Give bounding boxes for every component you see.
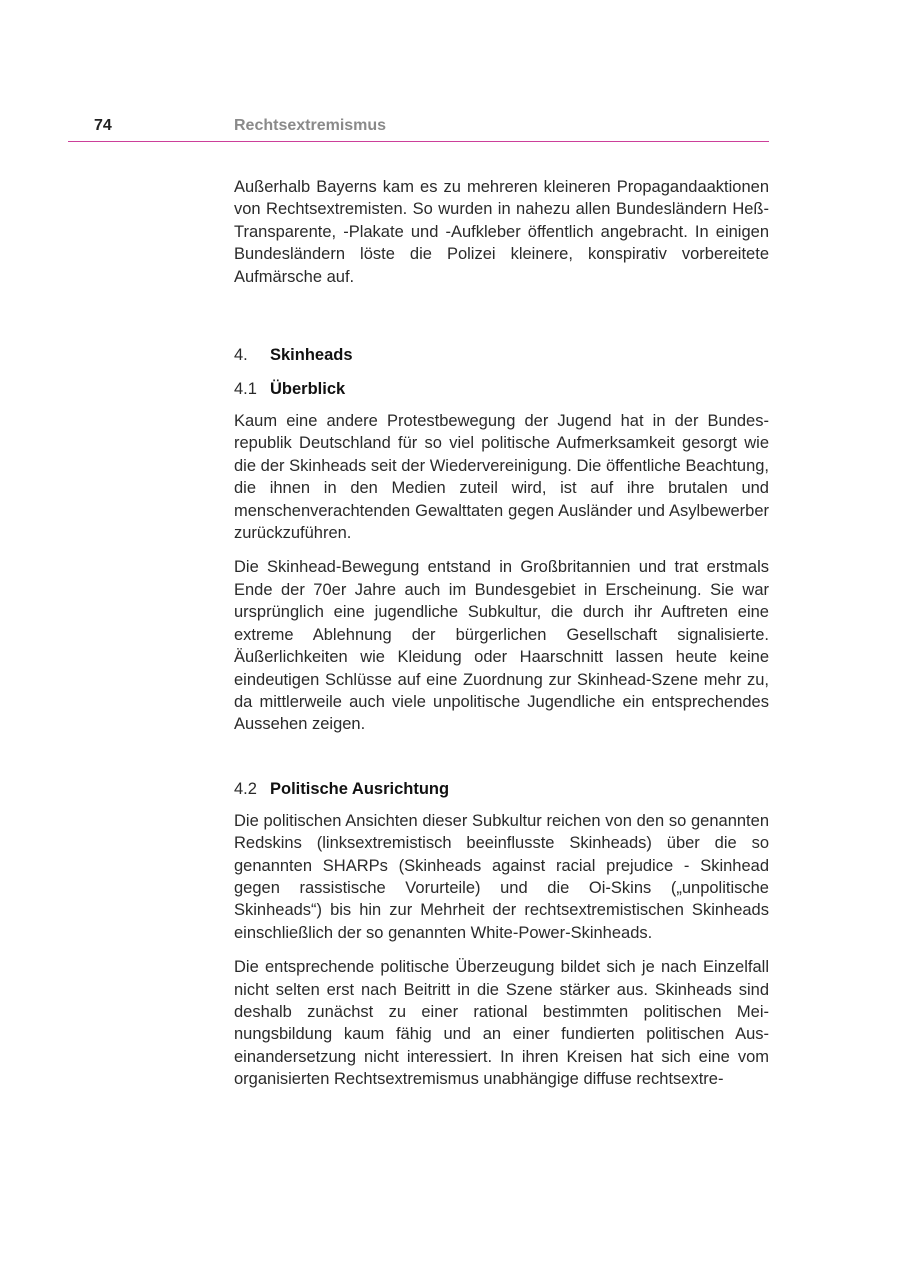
section-title: Skinheads	[270, 346, 353, 365]
text-column	[234, 176, 769, 1103]
politics-paragraph-1: Die politischen Ansichten dieser Subkultur reichen von den so genannten Redskins (linksextremistisch beeinflusste Skinheads) über die so genannten SHARPs (Skinheads against racial prejudice - Skinhead gegen rassistische Vorurteile) und die Oi-Skins („unpolitische Skinheads“) bis hin zur Mehrheit der rechtsextremistischen Skinheads einschließlich der so genannten White-Power-Skinheads.	[234, 811, 769, 942]
politics-paragraph-2: Die entsprechende politische Überzeugung bildet sich je nach Einzelfall nicht selten erst nach Beitritt in die Szene stärker aus. Skinheads sind deshalb zunächst zu einer rational bestimmten politischen Meinungsbildung kaum fähig und an einer fundierten politischen Auseinandersetzung nicht interessiert. In ihren Kreisen hat sich eine vom organisierten Rechtsextremismus unabhängige diffuse rechtsextre-	[234, 958, 769, 1089]
subsection-number: 4.1	[234, 380, 257, 399]
running-title: Rechtsextremismus	[234, 117, 387, 134]
intro-paragraph: Außerhalb Bayerns kam es zu mehreren kleineren Propagandaaktionen von Rechtsextremisten. So wurden in nahezu allen Bundesländern Heß-Transparente, -Plakate und -Aufkleber öffentlich angebracht. In einigen Bundesländern löste die Polizei kleinere, konspirativ vorbereitete Aufmärsche auf.	[234, 178, 769, 286]
overview-paragraph-1: Kaum eine andere Protestbewegung der Jugend hat in der Bundesrepublik Deutschland für so viel politische Aufmerksamkeit gesorgt wie die der Skinheads seit der Wiedervereinigung. Die öffentliche Beachtung, die ihnen in den Medien zuteil wird, ist auf ihre brutalen und menschenverachtenden Gewalttaten gegen Ausländer und Asylbewerber zurückzuführen.	[234, 412, 769, 543]
subsection-number: 4.2	[234, 779, 257, 798]
overview-paragraph-2: Die Skinhead-Bewegung entstand in Großbritannien und trat erstmals Ende der 70er Jahre auch im Bundesgebiet in Erscheinung. Sie war ursprünglich eine jugendliche Subkultur, die durch ihr Auftreten eine extreme Ablehnung der bürgerlichen Gesellschaft signalisierte. Äußerlichkeiten wie Kleidung oder Haarschnitt lassen heute keine eindeutigen Schlüsse auf eine Zuordnung zur Skinhead-Szene mehr zu, da mittlerweile auch viele unpolitische Jugendliche ein entsprechendes Aussehen zeigen.	[234, 558, 769, 734]
page-number: 74	[94, 117, 112, 134]
subsection-title: Überblick	[270, 380, 346, 399]
header-rule	[68, 141, 769, 142]
subsection-heading-politische-ausrichtung	[234, 778, 769, 800]
subsection-heading-ueberblick	[234, 378, 769, 400]
subsection-title: Politische Ausrichtung	[270, 779, 450, 798]
section-number: 4.	[234, 346, 248, 365]
section-heading-skinheads	[234, 344, 769, 366]
